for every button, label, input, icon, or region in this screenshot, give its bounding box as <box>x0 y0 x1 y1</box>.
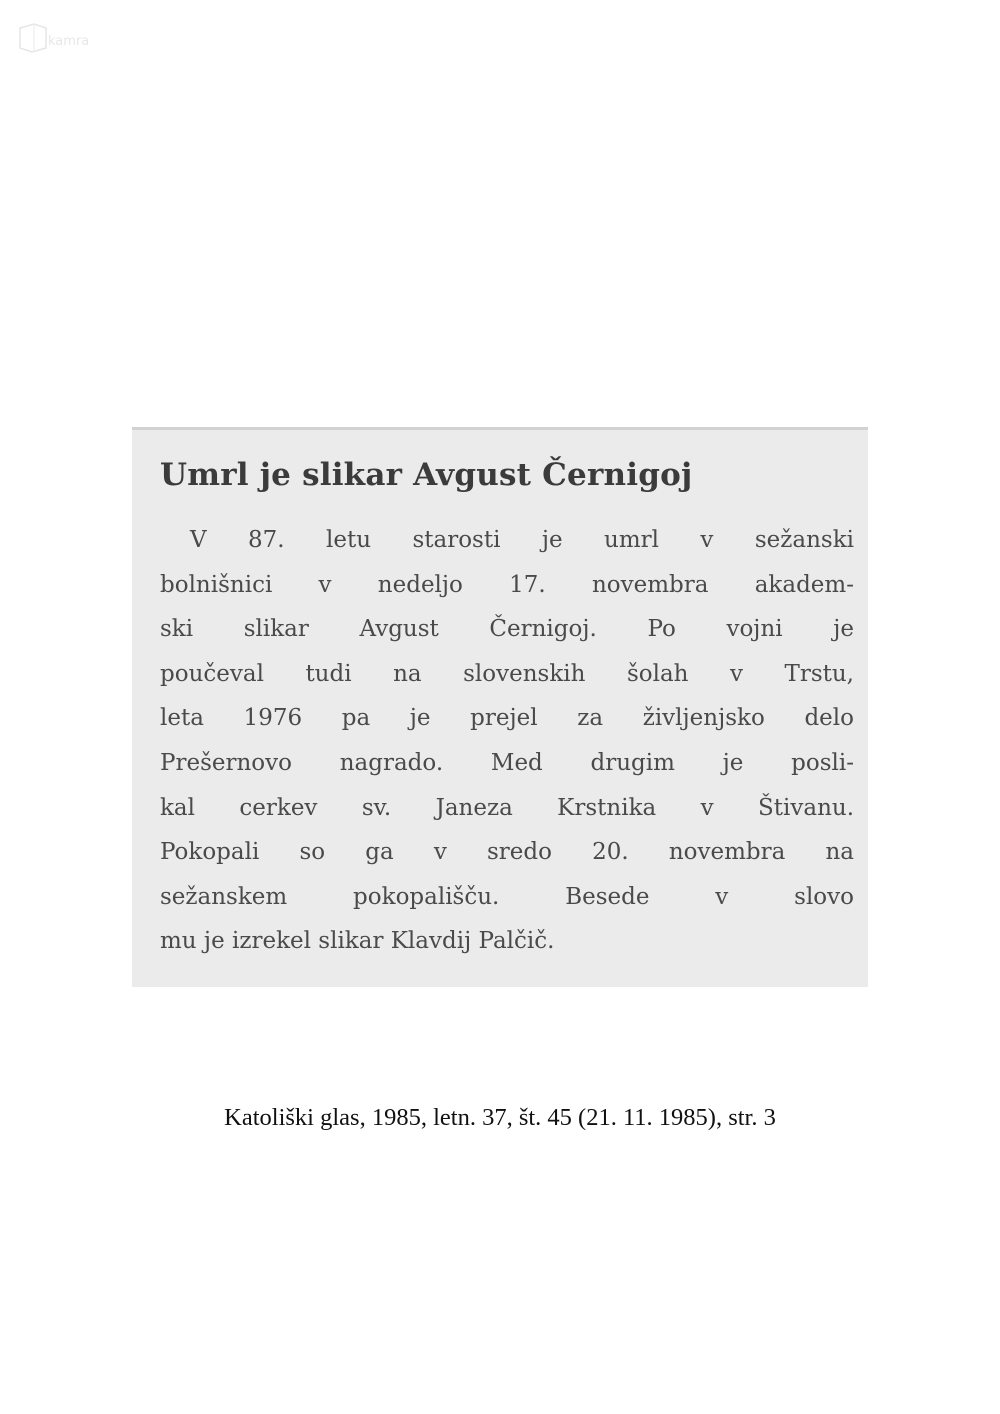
clipping-body-line: Prešernovo nagrado. Med drugim je posli- <box>160 749 854 776</box>
clipping-body-line: mu je izrekel slikar Klavdij Palčič. <box>160 928 555 955</box>
clipping-body-line: kal cerkev sv. Janeza Krstnika v Štivanu. <box>160 794 854 821</box>
kamra-logo-lettering: kamra <box>48 34 90 49</box>
clipping-top-rule <box>132 427 868 430</box>
clipping-body-line: Pokopali so ga v sredo 20. novembra na <box>160 839 854 866</box>
clipping-body-line: leta 1976 pa je prejel za življenjsko delo <box>160 705 854 732</box>
kamra-logo-icon <box>12 18 122 58</box>
source-citation: Katoliški glas, 1985, letn. 37, št. 45 (21. 11. 1985), str. 3 <box>224 1104 776 1131</box>
clipping-body-line: bolnišnici v nedeljo 17. novembra akadem- <box>160 571 854 598</box>
kamra-watermark-logo <box>12 18 122 58</box>
clipping-headline: Umrl je slikar Avgust Černigoj <box>160 457 693 493</box>
clipping-body <box>160 518 854 964</box>
clipping-body-line: ski slikar Avgust Černigoj. Po vojni je <box>160 616 854 643</box>
clipping-body-line: V 87. letu starosti je umrl v sežanski <box>190 527 854 553</box>
newspaper-clipping <box>132 427 868 987</box>
clipping-body-line: poučeval tudi na slovenskih šolah v Trstu, <box>160 660 854 687</box>
clipping-body-line: sežanskem pokopališču. Besede v slovo <box>160 883 854 910</box>
